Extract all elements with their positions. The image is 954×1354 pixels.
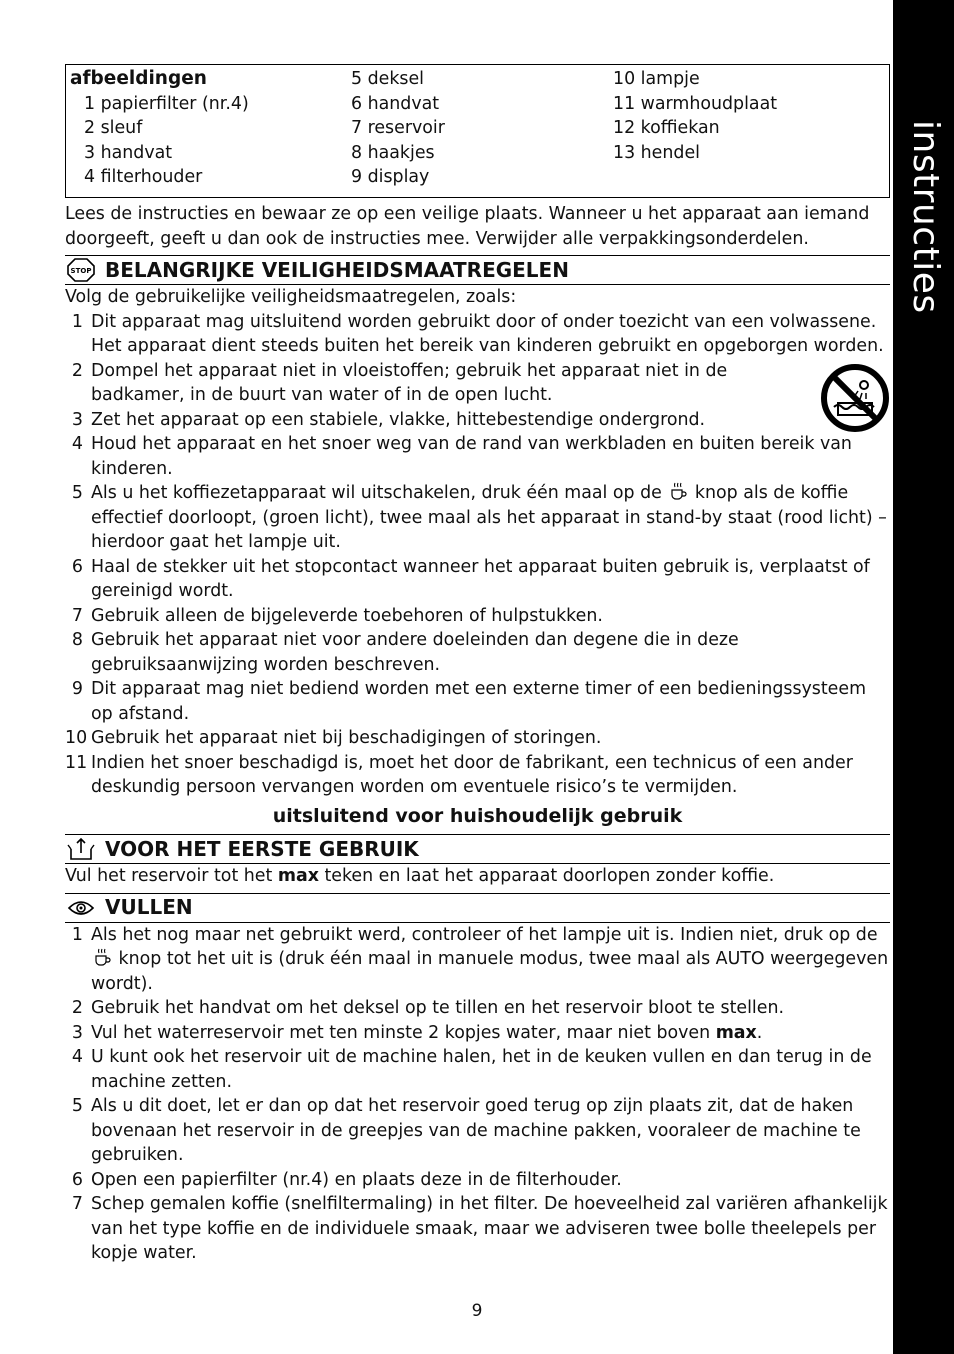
stop-icon: [67, 258, 95, 282]
item-text: Vul het waterreservoir met ten minste 2 kopjes water, maar niet boven: [91, 1022, 711, 1043]
part-item: 2 sleuf: [84, 118, 143, 138]
first-use-text-a: Vul het reservoir tot het: [65, 866, 273, 886]
item-number: 5: [71, 1096, 83, 1116]
filling-heading: [65, 893, 890, 923]
item-text: Dompel het apparaat niet in vloeistoffen; gebruik het apparaat niet in de badkamer, in de buurt van water of in de open lucht.: [91, 360, 728, 405]
item-number: 5: [71, 483, 83, 503]
part-item: 9 display: [351, 167, 430, 187]
item-text: Als u het koffiezetapparaat wil uitschakelen, druk één maal op de: [91, 483, 662, 503]
item-number: 2: [71, 998, 83, 1018]
item-text: Dit apparaat mag niet bediend worden met een externe timer of een bedieningssysteem op afstand.: [91, 679, 867, 724]
page-content: [65, 64, 890, 1266]
item-number: 3: [71, 409, 83, 430]
item-text: Als het nog maar net gebruikt werd, controleer of het lampje uit is. Indien niet, druk op de: [91, 924, 878, 945]
list-item: [65, 677, 890, 726]
list-item: [65, 1192, 890, 1266]
list-item: [65, 604, 890, 629]
first-use-max: max: [277, 866, 319, 886]
item-text: Zet het apparaat op een stabiele, vlakke, hittebestendige ondergrond.: [91, 409, 706, 430]
item-text: Houd het apparaat en het snoer weg van de rand van werkbladen en buiten bereik van kinderen.: [91, 434, 852, 479]
list-item: [65, 1168, 890, 1193]
page-number: 9: [471, 1301, 483, 1321]
item-text: U kunt ook het reservoir uit de machine halen, het in de keuken vullen en dan terug in de machine zetten.: [91, 1047, 872, 1092]
part-item: 11 warmhoudplaat: [613, 93, 778, 114]
filling-list: [65, 923, 890, 1266]
item-number: 4: [71, 434, 83, 454]
parts-column-2: [351, 67, 445, 190]
list-item: [65, 310, 890, 359]
no-water-icon: [820, 363, 890, 433]
first-use-title: VOOR HET EERSTE GEBRUIK: [105, 836, 419, 861]
item-text: Open een papierfilter (nr.4) en plaats deze in de filterhouder.: [91, 1169, 622, 1190]
item-text: Als u dit doet, let er dan op dat het reservoir goed terug op zijn plaats zit, dat de haken bovenaan het reservoir in de greepjes van de machine pakken, vooraleer de machine te gebruiken.: [91, 1096, 861, 1165]
coffee-cup-icon: [669, 481, 687, 501]
first-use-text-b: teken en laat het apparaat doorlopen zonder koffie.: [324, 866, 775, 886]
part-item: 13 hendel: [613, 142, 700, 163]
stop-icon-text: STOP: [70, 267, 92, 275]
part-item: 1 papierfilter (nr.4): [84, 93, 249, 114]
part-item: 3 handvat: [84, 142, 173, 163]
part-item: 7 reservoir: [351, 118, 445, 138]
item-number: 4: [71, 1047, 83, 1067]
item-number: 6: [71, 1169, 83, 1190]
list-item: [65, 555, 890, 604]
part-item: 4 filterhouder: [84, 167, 203, 187]
item-text: Gebruik het handvat om het deksel op te tillen en het reservoir bloot te stellen.: [91, 998, 785, 1018]
safety-heading: [65, 255, 890, 285]
safety-lead: Volg de gebruikelijke veiligheidsmaatregelen, zoals:: [65, 287, 517, 307]
coffee-cup-icon: [93, 947, 111, 967]
parts-title: afbeeldingen: [70, 68, 207, 89]
parts-column-3: [613, 67, 777, 165]
list-item: [65, 923, 890, 997]
list-item: [65, 1045, 890, 1094]
part-item: 10 lampje: [613, 69, 700, 89]
filling-title: VULLEN: [105, 895, 193, 920]
item-number: 2: [71, 360, 83, 381]
side-tab-label: instructies: [905, 120, 946, 314]
item-text: Gebruik alleen de bijgeleverde toebehoren of hulpstukken.: [91, 605, 603, 626]
item-number: 8: [71, 630, 83, 650]
list-item: [65, 481, 890, 555]
list-item: [65, 726, 890, 751]
part-item: 12 koffiekan: [613, 118, 720, 138]
item-number: 9: [71, 679, 83, 699]
item-text: knop tot het uit is (druk één maal in manuele modus, twee maal als AUTO weergegeven wordt).: [91, 949, 889, 994]
parts-list-box: [65, 64, 890, 198]
household-notice: uitsluitend voor huishoudelijk gebruik: [272, 804, 683, 827]
item-number: 7: [71, 605, 83, 626]
item-text: .: [756, 1022, 763, 1043]
intro-text: Lees de instructies en bewaar ze op een veilige plaats. Wanneer u het apparaat aan iemand doorgeeft, geeft u dan ook de instructies mee. Verwijder alle verpakkingsonderdelen.: [65, 204, 870, 249]
item-text: Gebruik het apparaat niet bij beschadigingen of storingen.: [91, 728, 602, 748]
item-number: 11: [65, 752, 88, 773]
list-item: [65, 1094, 890, 1168]
item-number: 6: [71, 556, 83, 577]
parts-column-1: [70, 67, 249, 190]
item-max: max: [715, 1022, 757, 1043]
item-text: knop als de koffie effectief doorloopt, (groen licht), twee maal als het apparaat in stand-by staat (rood licht) – hierdoor gaat het lampje uit.: [91, 483, 887, 552]
item-text: Haal de stekker uit het stopcontact wanneer het apparaat buiten gebruik is, verplaatst of gereinigd wordt.: [91, 556, 870, 601]
item-text: Dit apparaat mag uitsluitend worden gebruikt door of onder toezicht van een volwassene. Het apparaat dient steeds buiten het bereik van kinderen gebruikt en opgeborgen worden.: [91, 311, 884, 356]
part-item: 6 handvat: [351, 93, 440, 114]
unpack-icon: [67, 837, 95, 861]
item-text: Indien het snoer beschadigd is, moet het door de fabrikant, een technicus of een ander deskundig persoon vervangen worden om eventuele risico’s te vermijden.: [91, 752, 853, 797]
list-item: [65, 996, 890, 1021]
list-item: [65, 408, 890, 433]
list-item: [65, 751, 890, 800]
safety-list: [65, 310, 890, 800]
first-use-text: [65, 864, 890, 889]
part-item: 5 deksel: [351, 69, 424, 89]
eye-icon: [67, 896, 95, 920]
list-item: [65, 628, 890, 677]
first-use-heading: [65, 834, 890, 864]
item-text: Gebruik het apparaat niet voor andere doeleinden dan degene die in deze gebruiksaanwijzing worden beschreven.: [91, 630, 739, 675]
list-item: [65, 1021, 890, 1046]
safety-title: BELANGRIJKE VEILIGHEIDSMAATREGELEN: [105, 257, 569, 282]
list-item: [65, 432, 890, 481]
item-number: 7: [71, 1194, 83, 1214]
item-number: 1: [71, 311, 83, 332]
item-number: 3: [71, 1022, 83, 1043]
item-text: Schep gemalen koffie (snelfiltermaling) in het filter. De hoeveelheid zal variëren afhankelijk van het type koffie en de individuele smaak, maar we adviseren twee bolle theelepels per kopje water.: [91, 1194, 888, 1263]
item-number: 1: [71, 924, 83, 945]
list-item: [65, 359, 890, 408]
part-item: 8 haakjes: [351, 142, 435, 163]
item-number: 10: [65, 728, 88, 748]
